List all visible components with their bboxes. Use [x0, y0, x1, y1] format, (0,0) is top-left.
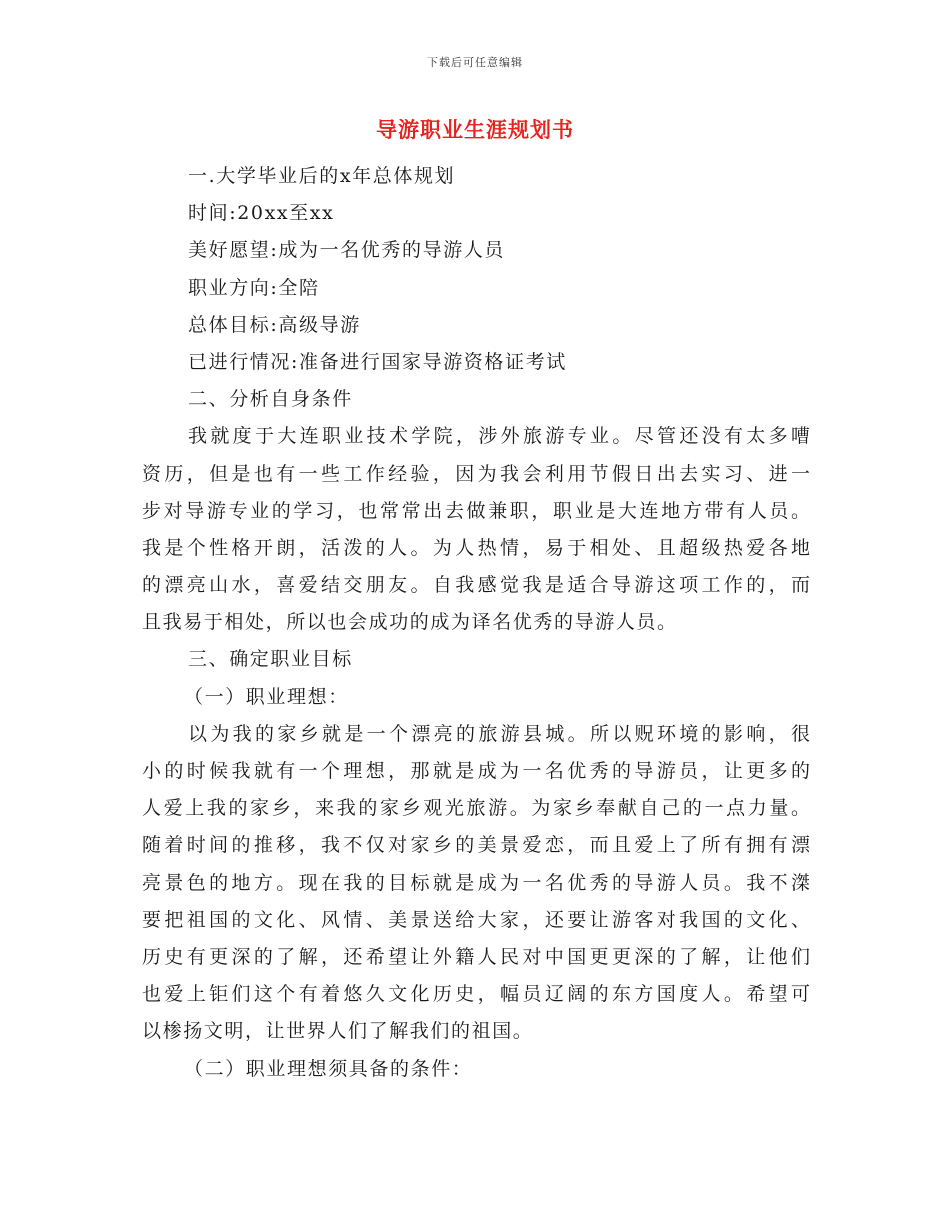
plan-progress: 已进行情况:准备进行国家导游资格证考试 — [188, 350, 567, 373]
section-3-heading: 三、确定职业目标 — [188, 648, 353, 671]
plan-goal: 总体目标:高级导游 — [188, 313, 361, 336]
paragraph-line: 我就度于大连职业技术学院，涉外旅游专业。尽管还没有太多嘈 — [188, 425, 810, 448]
paragraph-line: 资历，但是也有一些工作经验，因为我会利用节假日出去实习、进一 — [142, 462, 810, 485]
paragraph-line: 我是个性格开朗，活泼的人。为人热情，易于相处、且超级热爱各地 — [142, 536, 810, 559]
paragraph-line: 也爱上钜们这个有着悠久文化历史，幅员辽阔的东方国度人。希望可 — [142, 983, 810, 1006]
paragraph-line: 且我易于相处，所以也会成功的成为译名优秀的导游人员。 — [142, 611, 678, 634]
paragraph-line: 以为我的家乡就是一个漂亮的旅游县城。所以贶环境的影响，很 — [188, 722, 810, 745]
plan-wish: 美好愿望:成为一名优秀的导游人员 — [188, 239, 506, 262]
document-title: 导游职业生涯规划书 — [376, 117, 574, 142]
paragraph-line: 小的时候我就有一个理想，那就是成为一名优秀的导游员，让更多的 — [142, 760, 810, 782]
plan-direction: 职业方向:全陪 — [188, 276, 320, 299]
page-header-note: 下载后可任意编辑 — [427, 56, 523, 69]
paragraph-line: 要把祖国的文化、风情、美景送给大家，还要让游客对我国的文化、 — [142, 908, 810, 931]
paragraph-line: 步对导游专业的学习，也常常出去做兼职，职业是大连地方带有人员。 — [142, 499, 810, 522]
section-1-heading: 一.大学毕业后的x年总体规划 — [188, 165, 456, 187]
section-2-heading: 二、分析自身条件 — [188, 388, 353, 411]
document-body — [142, 158, 810, 1088]
paragraph-line: 人爱上我的家乡，来我的家乡观光旅游。为家乡奉献自己的一点力量。 — [142, 797, 810, 820]
plan-time: 时间:20xx至xx — [188, 202, 335, 225]
paragraph-line: 的漂亮山水，喜爱结交朋友。自我感觉我是适合导游这项工作的，而 — [142, 574, 810, 597]
subsection-1-heading: （一）职业理想： — [184, 685, 349, 708]
paragraph-line: 随着时间的推移，我不仅对家乡的美景爱恋，而且爱上了所有拥有漂 — [142, 834, 810, 857]
paragraph-line: 以椮扬文明，让世界人们了解我们的祖国。 — [142, 1020, 534, 1043]
subsection-2-heading: （二）职业理想须具备的条件： — [184, 1057, 473, 1080]
paragraph-line: 亮景色的地方。现在我的目标就是成为一名优秀的导游人员。我不滐 — [142, 871, 810, 894]
paragraph-line: 历史有更深的了解，还希望让外籍人民对中国更更深的了解，让他们 — [142, 945, 810, 968]
